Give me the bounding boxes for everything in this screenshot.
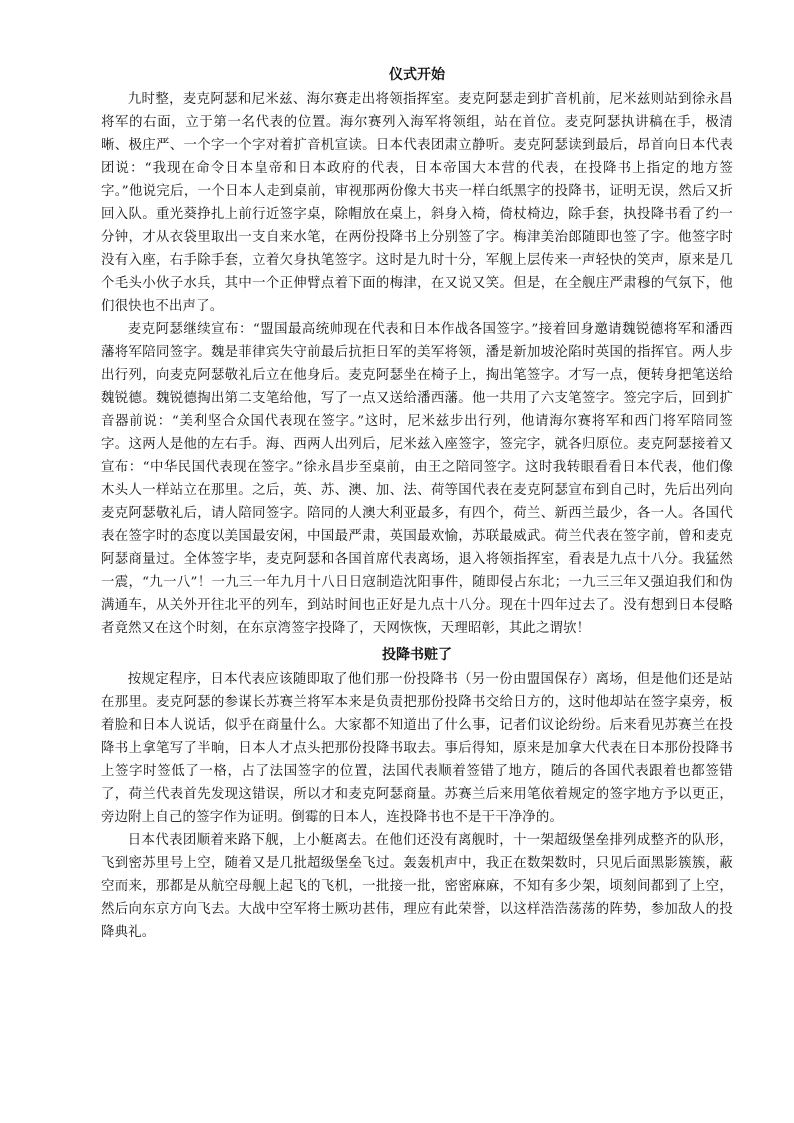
document-page	[101, 64, 733, 944]
paragraph: 日本代表团顺着来路下舰，上小艇离去。在他们还没有离舰时，十一架超级堡垒排列成整齐的队形，飞到密苏里号上空，随着又是几批超级堡垒飞过。轰轰机声中，我正在数架数时，只见后面黑影簇簇，蔽空而来，那都是从航空母舰上起飞的飞机，一批接一批，密密麻麻，不知有多少架，顷刻间都到了上空，然后向东京方向飞去。大战中空军将士厥功甚伟，理应有此荣誉，以这样浩浩荡荡的阵势，参加敌人的投降典礼。	[101, 833, 733, 940]
section-title: 投降书赃了	[382, 647, 452, 663]
section-title: 仪式开始	[389, 67, 445, 83]
section-surrender-document	[101, 644, 733, 944]
paragraph: 麦克阿瑟继续宣布：“盟国最高统帅现在代表和日本作战各国签字。”接着回身邀请魏锐德将军和潘西藩将军陪同签字。魏是菲律宾失守前最后抗拒日军的美军将领，潘是新加坡沦陷时英国的指挥官。两人步出行列，向麦克阿瑟敬礼后立在他身后。麦克阿瑟坐在椅子上，掏出笔签字。才写一点，便转身把笔送给魏锐德。魏锐德掏出第二支笔给他，写了一点又送给潘西藩。他一共用了六支笔签字。签完字后，回到扩音器前说：“美利坚合众国代表现在签字。”这时，尼米兹步出行列，他请海尔赛将军和西门将军陪同签字。这两人是他的左右手。海、西两人出列后，尼米兹入座签字，签完字，就各归原位。麦克阿瑟接着又宣布：“中华民国代表现在签字。”徐永昌步至桌前，由王之陪同签字。这时我转眼看看日本代表，他们像木头人一样站立在那里。之后，英、苏、澳、加、法、荷等国代表在麦克阿瑟宣布到自己时，先后出列向麦克阿瑟敬礼后，请人陪同签字。陪同的人澳大利亚最多，有四个，荷兰、新西兰最少，各一人。各国代表在签字时的态度以美国最安闲，中国最严肃，英国最欢愉，苏联最威武。荷兰代表在签字前，曾和麦克阿瑟商量过。全体签字毕，麦克阿瑟和各国首席代表离场，退入将领指挥室，看表是九点十八分。我猛然一震，“九一八”！一九三一年九月十八日日寇制造沈阳事件，随即侵占东北；一九三三年又强迫我们和伪满通车，从关外开往北平的列车，到站时间也正好是九点十八分。现在十四年过去了。没有想到日本侵略者竟然又在这个时刻，在东京湾签字投降了，天网恢恢，天理昭彰，其此之谓欤！	[101, 322, 733, 636]
section-ceremony-start	[101, 64, 733, 640]
paragraph: 按规定程序，日本代表应该随即取了他们那一份投降书（另一份由盟国保存）离场，但是他们还是站在那里。麦克阿瑟的参谋长苏赛兰将军本来是负责把那份投降书交给日方的，这时他却站在签字桌旁，板着脸和日本人说话，似乎在商量什么。大家都不知道出了什么事，记者们议论纷纷。后来看见苏赛兰在投降书上拿笔写了半晌，日本人才点头把那份投降书取去。事后得知，原来是加拿大代表在日本那份投降书上签字时签低了一格，占了法国签字的位置，法国代表顺着签错了地方，随后的各国代表跟着也都签错了，荷兰代表首先发现这错误，所以才和麦克阿瑟商量。苏赛兰后来用笔依着规定的签字地方予以更正，旁边附上自己的签字作为证明。倒霉的日本人，连投降书也不是干干净净的。	[101, 672, 733, 825]
paragraph: 九时整，麦克阿瑟和尼米兹、海尔赛走出将领指挥室。麦克阿瑟走到扩音机前，尼米兹则站到徐永昌将军的右面，立于第一名代表的位置。海尔赛列入海军将领组，站在首位。麦克阿瑟执讲稿在手，极清晰、极庄严、一个字一个字对着扩音机宣读。日本代表团肃立静听。麦克阿瑟读到最后，昂首向日本代表团说：“我现在命令日本皇帝和日本政府的代表，日本帝国大本营的代表，在投降书上指定的地方签字。”他说完后，一个日本人走到桌前，审视那两份像大书夹一样白纸黑字的投降书，证明无误，然后又折回入队。重光葵挣扎上前行近签字桌，除帽放在桌上，斜身入椅，倚杖椅边，除手套，执投降书看了约一分钟，才从衣袋里取出一支自来水笔，在两份投降书上分别签了字。梅津美治郎随即也签了字。他签字时没有入座，右手除手套，立着欠身执笔签字。这时是九时十分，军舰上层传来一声轻快的笑声，原来是几个毛头小伙子水兵，其中一个正伸臂点着下面的梅津，在又说又笑。但是，在全舰庄严肃穆的气氛下，他们很快也不出声了。	[101, 92, 733, 314]
